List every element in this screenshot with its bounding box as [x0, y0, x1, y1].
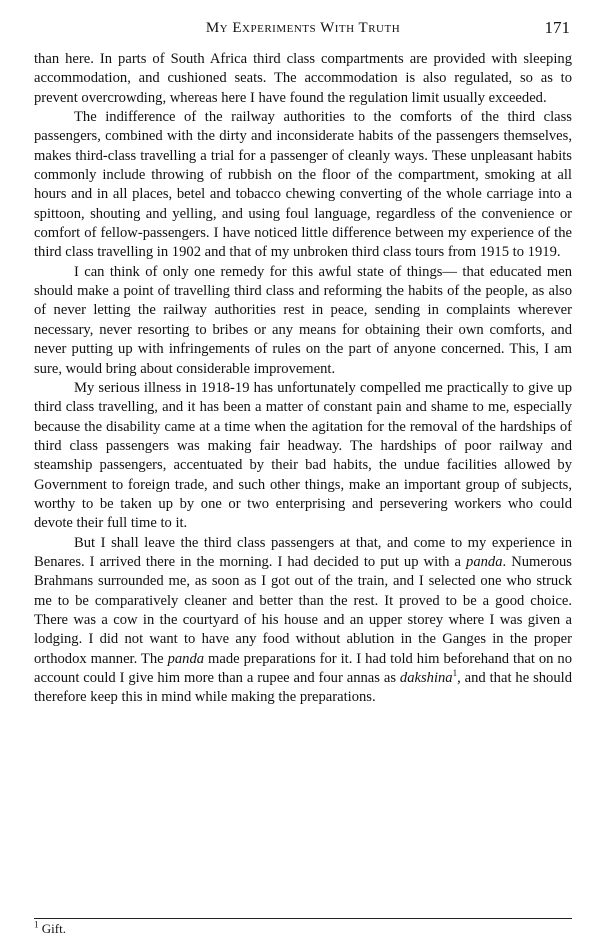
italic-term: panda — [167, 650, 205, 667]
page-number: 171 — [544, 18, 570, 37]
text-segment: , and that he should therefore keep this in mind while making the preparations. — [34, 670, 572, 706]
running-title: My Experiments With Truth — [205, 20, 401, 36]
footnote-reference: 1 — [452, 668, 458, 679]
paragraph-remedy: I can think of only one remedy for this awful state of things— that educated men should make a point of travelling third class and reforming the habits of the people, as also of never letting the railway authorities rest in peace, sending in complaints wherever necessary, never resorting to bribes or any means for obtaining their own comforts, and never putting up with infringements of rules on the part of anyone concerned. This, I am sure, would bring about considerable improvement. — [34, 263, 572, 377]
footnote-mark: 1 — [34, 919, 39, 930]
paragraph-railway-indifference: The indifference of the railway authorities to the comforts of the third class passengers, combined with the dirty and inconsiderate habits of the passengers themselves, makes third-class travelling a trial for a passenger of cleanly ways. These unpleasant habits commonly include throwing of rubbish on the floor of the compartment, smoking at all hours and in all places, betel and tobacco chewing converting of the whole carriage into a spittoon, shouting and yelling, and using foul language, regardless of the convenience or comfort of fellow-passengers. I have noticed little difference between my experience of the third class travelling in 1902 and that of my unbroken third class tours from 1915 to 1919. — [34, 109, 572, 261]
book-page — [34, 14, 572, 936]
italic-term: dakshina — [399, 670, 453, 686]
paragraph-continued: than here. In parts of South Africa third class compartments are provided with sleeping accommodation, and cushioned seats. The accommodation is also regulated, so as to prevent overcrowding, whereas here I have found the regulation limit usually exceeded. — [34, 51, 572, 106]
text-segment: made preparations for it. I had told him beforehand that on no account could I give him more than a rupee and four annas as — [34, 650, 572, 686]
page-header — [34, 14, 572, 40]
italic-term: panda — [466, 553, 503, 570]
body-text — [34, 50, 572, 708]
paragraph-benares — [34, 534, 572, 708]
footnote-divider — [34, 918, 572, 919]
footnote-text: Gift. — [41, 921, 66, 936]
paragraph-illness: My serious illness in 1918-19 has unfortunately compelled me practically to give up third class travelling, and it has been a matter of constant pain and shame to me, especially because the disability came at a time when the agitation for the removal of the hardships of third class passengers was making fair headway. The hardships of poor railway and steamship passengers, accentuated by their bad habits, the undue facilities allowed by Government to foreign trade, and such other things, make an important group of subjects, worthy to be taken up by one or two enterprising and persevering workers who could devote their full time to it. — [34, 379, 572, 532]
footnote — [34, 921, 66, 937]
text-segment: . Numerous Brahmans surrounded me, as soon as I got out of the train, and I selected one who struck me to be comparatively cleaner and better than the rest. It proved to be a good choice. There was a cow in the courtyard of his house and an upper storey where I was given a lodging. I did not want to have any food without ablution in the Ganges in the proper orthodox manner. The — [34, 553, 572, 667]
text-segment: But I shall leave the third class passengers at that, and come to my experience in Benares. I arrived there in the morning. I had decided to put up with a — [34, 534, 572, 570]
